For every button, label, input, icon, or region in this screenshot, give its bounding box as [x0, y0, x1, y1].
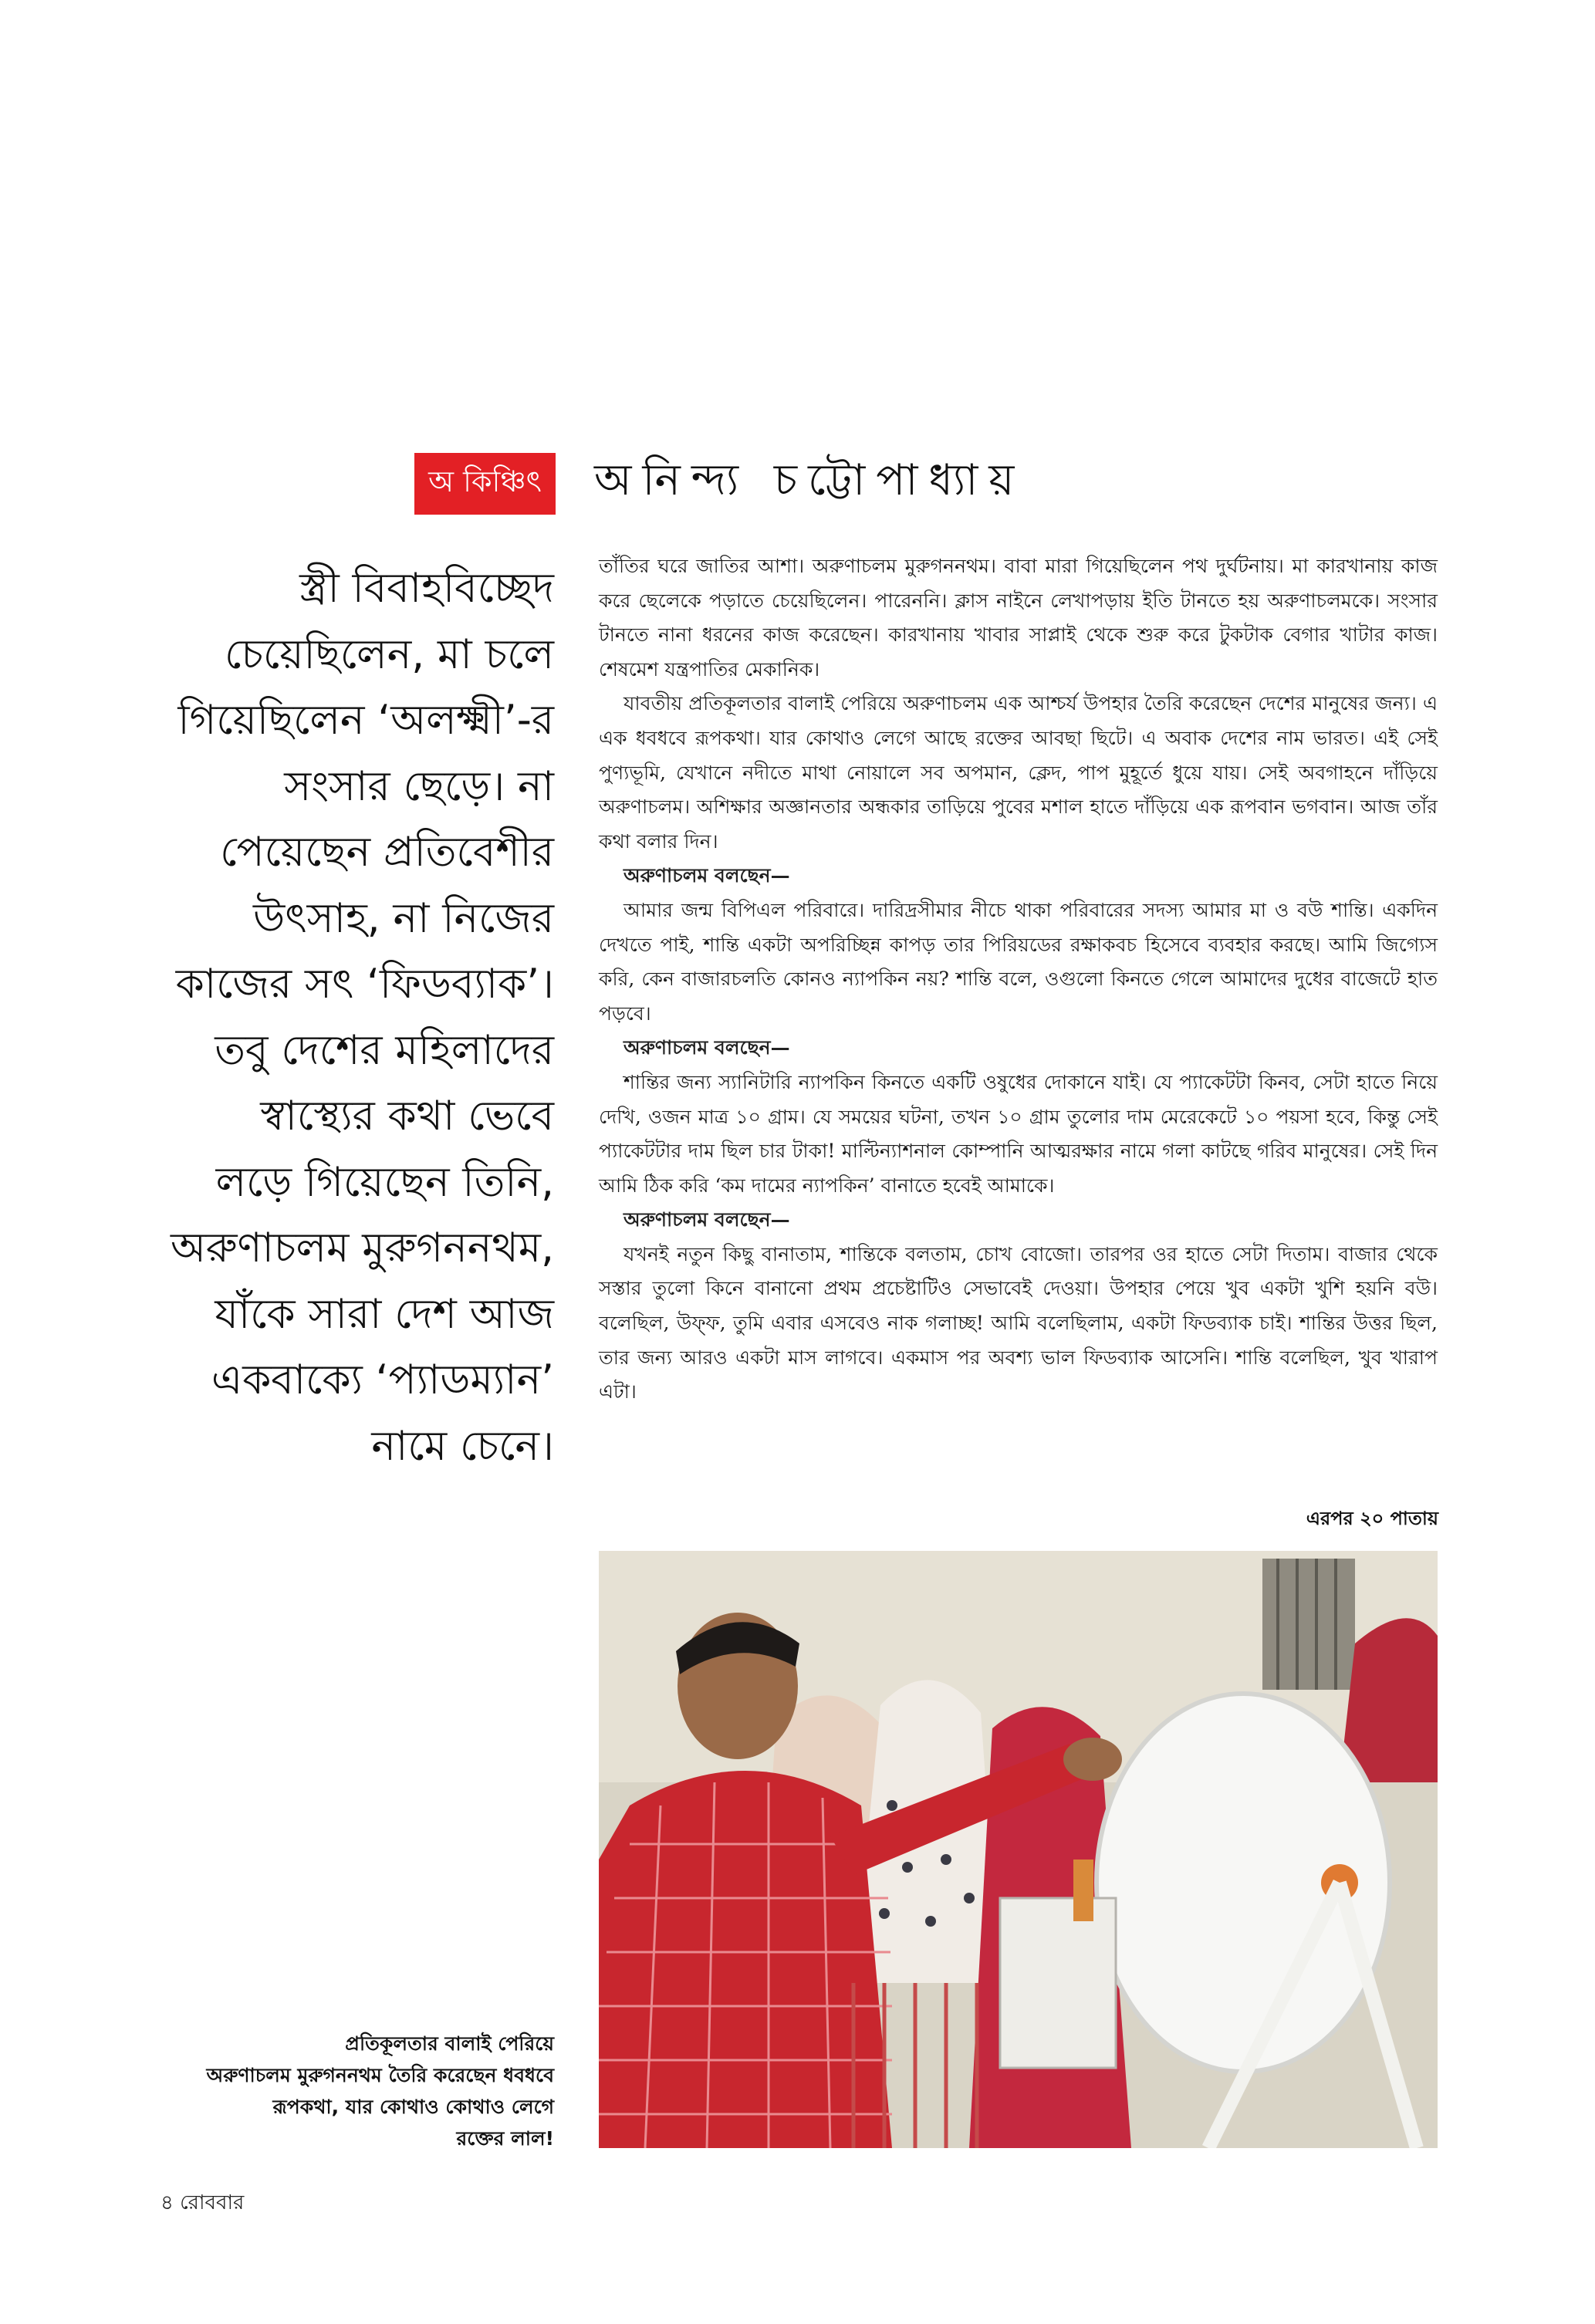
caption-line: রূপকথা, যার কোথাও কোথাও লেগে — [272, 2096, 554, 2118]
photo-machine-bottle — [1073, 1860, 1093, 1921]
photo-caption — [139, 2028, 554, 2154]
quote-paragraph: শান্তির জন্য স্যানিটারি ন্যাপকিন কিনতে একটি ওষুধের দোকানে যাই। যে প্যাকেটটা কিনব, সেটা হাতে নিয়ে দেখি, ওজন মাত্র ১০ গ্রাম। যে সময়ের ঘটনা, তখন ১০ গ্রাম তুলোর দাম মেরেকেটে ১০ পয়সা হবে, কিন্তু সেই প্যাকেটটার দাম ছিল চার টাকা! মাল্টিন্যাশনাল কোম্পানি আত্মরক্ষার নামে গলা কাটছে গরিব মানুষের। সেই দিন আমি ঠিক করি ‘কম দামের ন্যাপকিন’ বানাতে হবেই আমাকে। — [599, 1070, 1438, 1197]
pull-quote — [143, 556, 554, 1479]
caption-line: অরুণাচলম মুরুগননথম তৈরি করেছেন ধবধবে — [206, 2064, 554, 2086]
speaker-heading: অরুণাচলম বলছেন— — [623, 1208, 790, 1231]
photo-illustration — [599, 1551, 1438, 2148]
pull-quote-line: স্বাস্থ্যের কথা ভেবে — [260, 1093, 554, 1140]
pull-quote-line: পেয়েছেন প্রতিবেশীর — [220, 829, 554, 876]
caption-line: প্রতিকূলতার বালাই পেরিয়ে — [345, 2032, 554, 2055]
pull-quote-line: যাঁকে সারা দেশ আজ — [215, 1290, 554, 1338]
article-paragraph: তাঁতির ঘরে জাতির আশা। অরুণাচলম মুরুগননথম। বাবা মারা গিয়েছিলেন পথ দুর্ঘটনায়। মা কারখানায় কাজ করে ছেলেকে পড়াতে চেয়েছিলেন। পারেননি। ক্লাস নাইনে লেখাপড়ায় ইতি টানতে হয় অরুণাচলমকে। সংসার টানতে নানা ধরনের কাজ করেছেন। কারখানায় খাবার সাপ্লাই থেকে শুরু করে টুকটাক বেগার খাটার কাজ। শেষমেশ যন্ত্রপাতির মেকানিক। — [599, 555, 1438, 681]
pull-quote-line: চেয়েছিলেন, মা চলে — [224, 630, 554, 678]
pull-quote-line: কাজের সৎ ‘ফিডব্যাক’। — [175, 961, 554, 1008]
section-tag: অ কিঞ্চিৎ — [414, 453, 556, 515]
pull-quote-line: সংসার ছেড়ে। না — [284, 762, 554, 810]
speaker-heading: অরুণাচলম বলছেন— — [623, 1036, 790, 1059]
pull-quote-line: একবাক্যে ‘প্যাডম্যান’ — [211, 1356, 554, 1404]
pull-quote-line: নামে চেনে। — [371, 1422, 554, 1470]
article-paragraph: যাবতীয় প্রতিকূলতার বালাই পেরিয়ে অরুণাচলম এক আশ্চর্য উপহার তৈরি করেছেন দেশের মানুষের জন্য। এ এক ধবধবে রূপকথা। যার কোথাও লেগে আছে রক্তের আবছা ছিটে। এ অবাক দেশের নাম ভারত। এই সেই পুণ্যভূমি, যেখানে নদীতে মাথা নোয়ালে সব অপমান, ক্লেদ, পাপ মুহূর্তে ধুয়ে যায়। সেই অবগাহনে দাঁড়িয়ে অরুণাচলম। অশিক্ষার অজ্ঞানতার অন্ধকার তাড়িয়ে পুবের মশাল হাতে দাঁড়িয়ে এক রূপবান ভগবান। আজ তাঁর কথা বলার দিন। — [599, 692, 1438, 853]
pull-quote-line: অরুণাচলম মুরুগননথম, — [170, 1224, 554, 1272]
author-byline: অনিন্দ্য চট্টোপাধ্যায় — [594, 455, 1026, 505]
continued-note: এরপর ২০ পাতায় — [1306, 1508, 1438, 1529]
pull-quote-line: স্ত্রী বিবাহবিচ্ছেদ — [299, 565, 554, 612]
photo-man-hand — [1063, 1738, 1122, 1781]
pull-quote-line: তবু দেশের মহিলাদের — [215, 1026, 554, 1074]
pull-quote-line: উৎসাহ, না নিজের — [252, 894, 554, 942]
quote-paragraph: যখনই নতুন কিছু বানাতাম, শান্তিকে বলতাম, চোখ বোজো। তারপর ওর হাতে সেটা দিতাম। বাজার থেকে সস্তার তুলো কিনে বানানো প্রথম প্রচেষ্টাটিও সেভাবেই দেওয়া। উপহার পেয়ে খুব একটা খুশি হয়নি বউ। বলেছিল, উফ্ফ, তুমি এবার এসবেও নাক গলাচ্ছ! আমি বলেছিলাম, একটা ফিডব্যাক চাই। শান্তির উত্তর ছিল, তার জন্য আরও একটা মাস লাগবে। একমাস পর অবশ্য ভাল ফিডব্যাক আসেনি। শান্তি বলেছিল, খুব খারাপ এটা। — [599, 1242, 1438, 1404]
pull-quote-line: লড়ে গিয়েছেন তিনি, — [215, 1158, 554, 1206]
speaker-heading: অরুণাচলম বলছেন— — [623, 864, 790, 887]
pull-quote-line: গিয়েছিলেন ‘অলক্ষ্মী’-র — [177, 697, 554, 744]
quote-paragraph: আমার জন্ম বিপিএল পরিবারে। দারিদ্রসীমার নীচে থাকা পরিবারের সদস্য আমার মা ও বউ শান্তি। একদিন দেখতে পাই, শান্তি একটা অপরিচ্ছিন্ন কাপড় তার পিরিয়ডের রক্ষাকবচ হিসেবে ব্যবহার করছে। আমি জিগ্যেস করি, কেন বাজারচলতি কোনও ন্যাপকিন নয়? শান্তি বলে, ওগুলো কিনতে গেলে আমাদের দুধের বাজেটে হাত পড়বে। — [599, 898, 1438, 1025]
photo-machine-box — [1000, 1898, 1116, 2068]
caption-line: রক্তের লাল! — [456, 2127, 554, 2150]
article-photo — [599, 1551, 1438, 2148]
photo-man-shirt — [599, 1771, 892, 2148]
page-folio: ৪ রোববার — [161, 2191, 245, 2214]
article-body — [599, 549, 1438, 1410]
